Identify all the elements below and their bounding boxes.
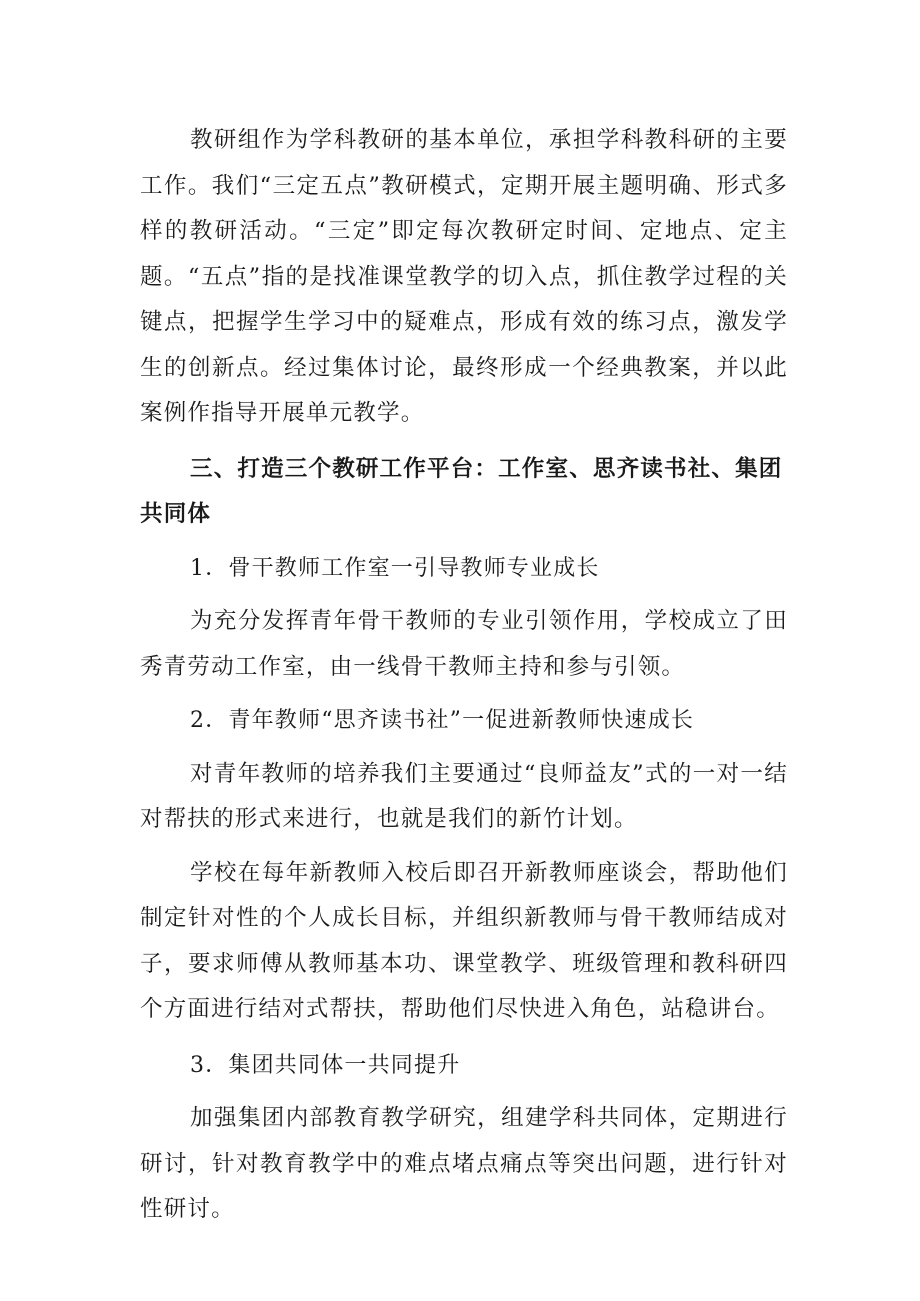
subheading-siqi-reading-club: 2．青年教师“思齐读书社”一促进新教师快速成长 bbox=[190, 708, 695, 733]
paragraph-new-teacher-symposium: 学校在每年新教师入校后即召开新教师座谈会，帮助他们制定针对性的个人成长目标，并组织新教师与骨干教师结成对子，要求师傅从教师基本功、课堂教学、班级管理和教科研四个方面进行结对式帮扶，帮助他们尽快进入角色，站稳讲台。 bbox=[140, 859, 788, 1022]
subheading-backbone-teacher-studio: 1．骨干教师工作室一引导教师专业成长 bbox=[190, 555, 600, 581]
paragraph-teaching-research-groups: 教研组作为学科教研的基本单位，承担学科教科研的主要工作。我们“三定五点”教研模式，定期开展主题明确、形式多样的教研活动。“三定”即定每次教研定时间、定地点、定主题。“五点”指的是找准课堂教学的切入点，抓住教学过程的关键点，把握学生学习中的疑难点，形成有效的练习点，激发学生的创新点。经过集体讨论，最终形成一个经典教案，并以此案例作指导开展单元教学。 bbox=[140, 127, 788, 426]
paragraph-mentoring-program: 对青年教师的培养我们主要通过“良师益友”式的一对一结对帮扶的形式来进行，也就是我们的新竹计划。 bbox=[140, 760, 788, 832]
document-page bbox=[140, 118, 788, 1233]
paragraph-group-research: 加强集团内部教育教学研究，组建学科共同体，定期进行研讨，针对教育教学中的难点堵点痛点等突出问题，进行针对性研讨。 bbox=[140, 1105, 788, 1222]
subheading-group-community: 3．集团共同体一共同提升 bbox=[190, 1052, 461, 1078]
paragraph-backbone-teacher-studio: 为充分发挥青年骨干教师的专业引领作用，学校成立了田秀青劳动工作室，由一线骨干教师主持和参与引领。 bbox=[140, 608, 788, 680]
section-heading-three-platforms: 三、打造三个教研工作平台：工作室、思齐读书社、集团共同体 bbox=[140, 455, 783, 527]
